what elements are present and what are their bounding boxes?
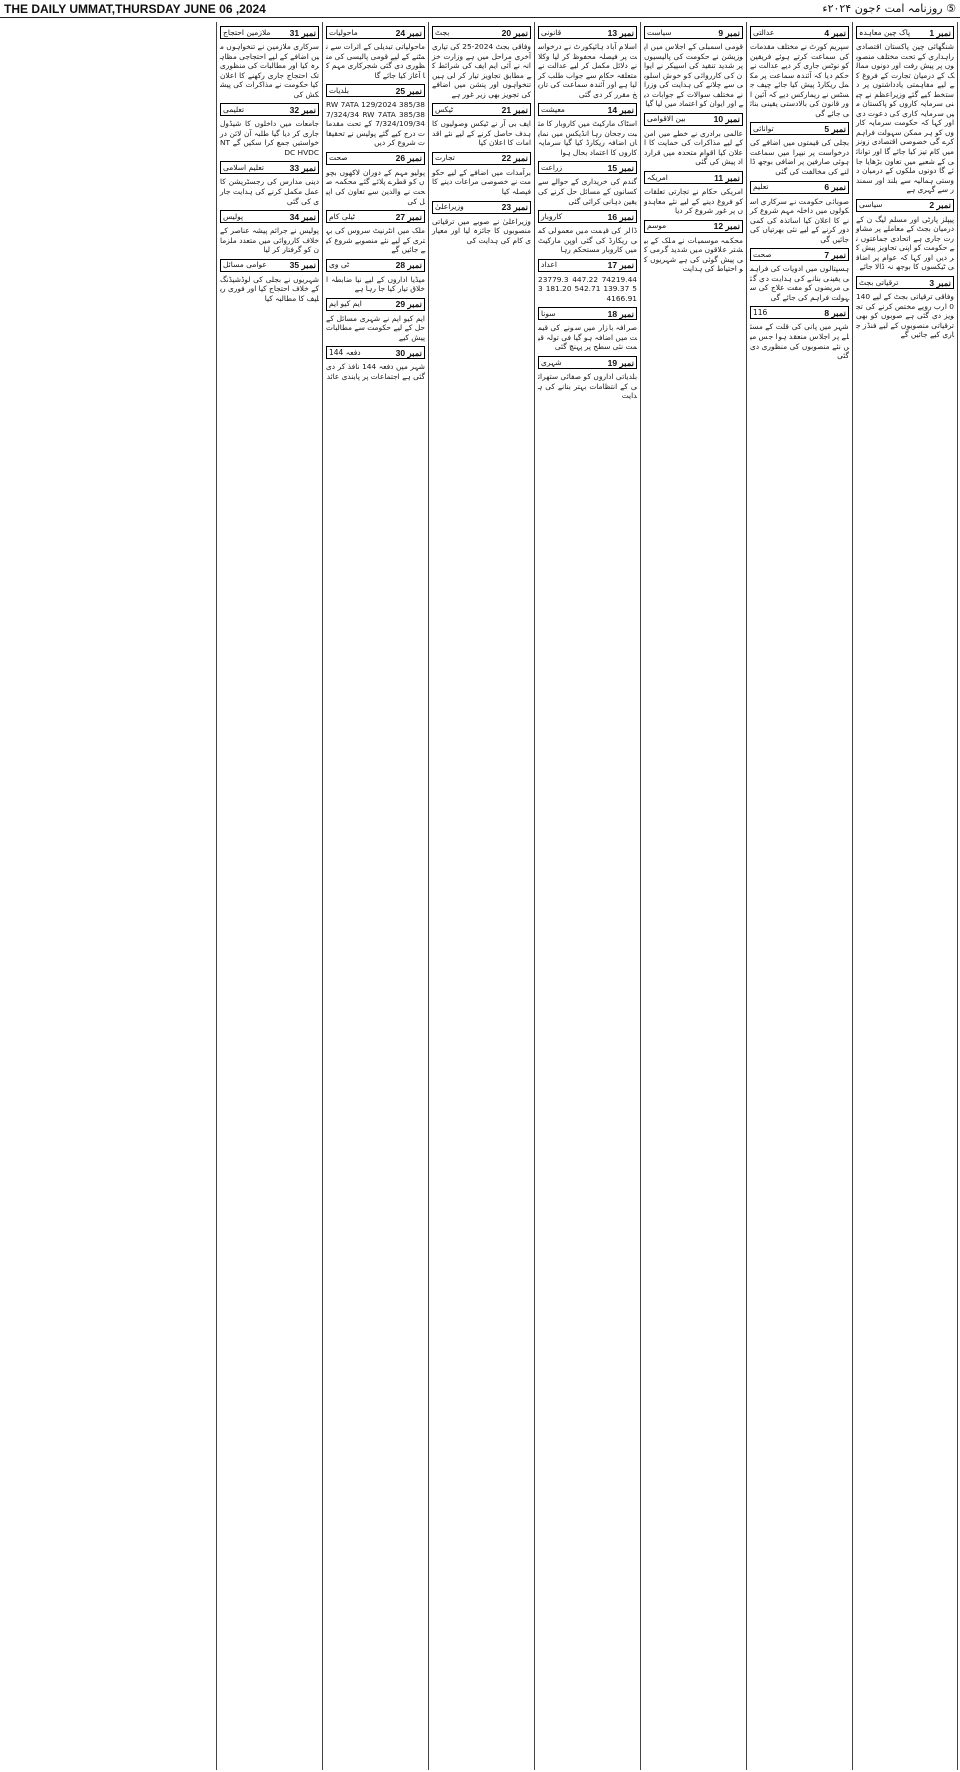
item-body-text: سرکاری ملازمین نے تنخواہوں میں اضافے کے لیے احتجاجی مظاہرہ کیا اور مطالبات کی منظوری تک احتجاج جاری رکھنے کا اعلان کیا حکومت نے مذاکرات کی پیشکش کی [220, 42, 319, 99]
item-body-text: پولیو مہم کے دوران لاکھوں بچوں کو قطرے پلائے گئے محکمہ صحت نے والدین سے تعاون کی اپیل کی [326, 167, 425, 206]
masthead-english: THE DAILY UMMAT,THURSDAY JUNE 06 ,2024 [4, 1, 266, 16]
item-header [644, 113, 743, 126]
item-category: ٹیکس [435, 104, 454, 114]
item-header [220, 26, 319, 39]
item-category: کاروبار [541, 211, 563, 221]
item-number: نمبر 8 [824, 307, 846, 318]
item-number: نمبر 29 [395, 299, 422, 310]
item-number: نمبر 26 [395, 153, 422, 164]
item-header [644, 220, 743, 233]
item-body-text: RW 7ATA 129/2024 385/387/324/34 RW 7ATA 385/387/324/109/34 کے تحت مقدمات درج کیے گئے پولیس نے تحقیقات شروع کر دیں [326, 100, 425, 148]
item-category: ایم کیو ایم [329, 299, 362, 309]
item-body-text: بجلی کی قیمتوں میں اضافے کی درخواست پر نیپرا میں سماعت ہوئی صارفین پر اضافی بوجھ ڈالنے کی مخالفت کی گئی [750, 138, 849, 177]
item-header [750, 122, 849, 135]
item-category: توانائی [753, 123, 774, 133]
item-number: نمبر 4 [824, 27, 846, 38]
item-number: نمبر 23 [501, 202, 528, 213]
item-header [220, 259, 319, 272]
item-header [538, 26, 637, 39]
item-body-text: صوبائی حکومت نے سرکاری اسکولوں میں داخلہ مہم شروع کرنے کا اعلان کیا اساتذہ کی کمی دور کرنے کے لیے نئی بھرتیاں کی جائیں گی [750, 196, 849, 244]
item-body-text: بلدیاتی اداروں کو صفائی ستھرائی کے انتظامات بہتر بنانے کی ہدایت [538, 372, 637, 401]
item-body-text: شہریوں نے بجلی کی لوڈشیڈنگ کے خلاف احتجاج کیا اور فوری ریلیف کا مطالبہ کیا [220, 274, 319, 303]
item-number: نمبر 20 [501, 27, 528, 38]
item-number: نمبر 16 [607, 211, 634, 222]
item-header [432, 26, 531, 39]
item-header [856, 199, 954, 212]
item-number: نمبر 18 [607, 308, 634, 319]
item-category: تجارت [435, 153, 455, 163]
item-category: سیاست [647, 27, 672, 37]
item-body-text: برآمدات میں اضافے کے لیے حکومت نے خصوصی مراعات دینے کا فیصلہ کیا [432, 167, 531, 197]
item-number: نمبر 21 [501, 104, 528, 115]
masthead-urdu [822, 2, 956, 15]
item-header [750, 248, 849, 261]
item-header [432, 152, 531, 165]
item-body-text: دینی مدارس کی رجسٹریشن کا عمل مکمل کرنے کی ہدایت جاری کی گئی [220, 177, 319, 206]
item-header [538, 210, 637, 223]
item-category: امریکہ [647, 172, 668, 182]
item-number: نمبر 24 [395, 27, 422, 38]
item-body-text: اسلام آباد ہائیکورٹ نے درخواست پر فیصلہ محفوظ کر لیا وکلا نے دلائل مکمل کر لیے عدالت نے متعلقہ حکام سے جواب طلب کر لیا ہے اور آئندہ سماعت کی تاریخ مقرر کر دی گئی [538, 42, 637, 99]
item-header [220, 103, 319, 116]
item-category: وزیراعلیٰ [435, 202, 464, 212]
item-header [326, 84, 425, 97]
news-column [428, 22, 534, 1770]
item-body-text: ماحولیاتی تبدیلی کے اثرات سے نمٹنے کے لیے قومی پالیسی کی منظوری دی گئی شجرکاری مہم کا آغاز کیا جائے گا [326, 42, 425, 80]
item-number: نمبر 35 [289, 260, 316, 271]
item-number: نمبر 6 [824, 182, 846, 193]
news-column [746, 22, 852, 1770]
item-body-text: اسٹاک مارکیٹ میں کاروبار کا مثبت رجحان رہا انڈیکس میں نمایاں اضافہ ریکارڈ کیا گیا سرمایہ کاروں کا اعتماد بحال ہوا [538, 119, 637, 157]
item-category: پولیس [223, 211, 244, 221]
item-header [644, 26, 743, 39]
item-header [326, 346, 425, 359]
item-category: عوامی مسائل [223, 260, 267, 270]
item-body-text: وزیراعلیٰ نے صوبے میں ترقیاتی منصوبوں کا جائزہ لیا اور معیاری کام کی ہدایت کی [432, 216, 531, 245]
item-number: نمبر 34 [289, 211, 316, 222]
item-header [432, 103, 531, 116]
item-body-text: عالمی برادری نے خطے میں امن کے لیے مذاکرات کی حمایت کا اعلان کیا اقوام متحدہ میں قرارداد پیش کی گئی [644, 128, 743, 167]
news-column [322, 22, 428, 1770]
news-column [640, 22, 746, 1770]
item-header [538, 103, 637, 116]
item-number: نمبر 1 [929, 27, 951, 38]
item-number: نمبر 30 [395, 347, 422, 358]
item-body-text: میڈیا اداروں کے لیے نیا ضابطہ اخلاق تیار کیا جا رہا ہے [326, 274, 425, 294]
item-number: نمبر 12 [713, 221, 740, 232]
item-body-text: 74219.44 447.22 23779.35 139.37 542.71 181.20 34166.91 [538, 274, 637, 303]
item-category: بجٹ [435, 27, 450, 37]
item-header [220, 161, 319, 174]
item-category: بلدیات [329, 85, 349, 95]
item-number: نمبر 11 [714, 172, 740, 183]
item-header [326, 152, 425, 165]
item-number: نمبر 28 [395, 260, 422, 271]
item-header [326, 210, 425, 223]
item-category: سیاسی [859, 200, 883, 210]
item-number: نمبر 13 [607, 27, 634, 38]
item-category: سونا [541, 308, 556, 318]
item-category: تعلیمی [223, 104, 245, 114]
item-header [538, 356, 637, 369]
item-body-text: وفاقی ترقیاتی بجٹ کے لیے 1400 ارب روپے مختص کرنے کی تجویز دی گئی ہے صوبوں کو بھی ترقیاتی منصوبوں کے لیے فنڈز جاری کیے جائیں گے [855, 292, 954, 340]
item-number: نمبر 10 [713, 114, 740, 125]
item-body-text: شہر میں دفعہ 144 نافذ کر دی گئی ہے اجتماعات پر پابندی عائد [326, 362, 425, 382]
item-category: زراعت [541, 162, 563, 172]
item-body-text: امریکی حکام نے تجارتی تعلقات کو فروغ دینے کے لیے نئے معاہدوں پر غور شروع کر دیا [644, 187, 743, 216]
item-body-text: محکمہ موسمیات نے ملک کے بیشتر علاقوں میں شدید گرمی کی پیش گوئی کی ہے شہریوں کو احتیاط کی ہدایت [644, 235, 743, 274]
item-number: نمبر 14 [607, 104, 634, 115]
item-header [432, 201, 531, 214]
item-body-text: ایم کیو ایم نے شہری مسائل کے حل کے لیے حکومت سے مطالبات پیش کیے [326, 313, 425, 342]
item-number: نمبر 17 [607, 260, 634, 271]
item-header [538, 161, 637, 174]
item-body-text: گندم کی خریداری کے حوالے سے کسانوں کے مسائل حل کرنے کی یقین دہانی کرائی گئی [538, 177, 637, 206]
item-header [538, 307, 637, 320]
item-category: صحت [329, 153, 348, 163]
item-category: 116 [753, 307, 768, 317]
item-category: موسم [647, 221, 667, 231]
item-body-text: شنگھائی چین پاکستان اقتصادی راہداری کے تحت مختلف منصوبوں پر پیش رفت اور دونوں ممالک کے درمیان تجارت کے فروغ کے لیے مفاہمتی یادداشتوں پر دستخط کیے گئے وزیراعظم نے چینی سرمایہ کاروں کو پاکستان میں سرمایہ کاری کی دعوت دی اور کہا کہ حکومت سرمایہ کاروں کو ہر ممکن سہولت فراہم کرے گی خصوصی اقتصادی زونز میں کام تیز کیا جائے گا اور توانائی کے شعبے میں تعاون بڑھایا جائے گا دونوں ملکوں کے درمیان دوستی ہمالیہ سے بلند اور سمندر سے گہری ہے [856, 42, 954, 195]
item-body-text: صرافہ بازار میں سونے کی قیمت میں اضافہ ہو گیا فی تولہ قیمت نئی سطح پر پہنچ گئی [538, 323, 637, 352]
item-body-text: سپریم کورٹ نے مختلف مقدمات کی سماعت کرتے ہوئے فریقین کو نوٹس جاری کر دیے عدالت نے حکم دیا کہ آئندہ سماعت پر مکمل ریکارڈ پیش کیا جائے چیف جسٹس نے ریمارکس دیے کہ آئین اور قانون کی بالادستی یقینی بنائی جائے گی [750, 42, 849, 118]
item-category: قانونی [541, 27, 562, 37]
item-number: نمبر 15 [607, 162, 634, 173]
masthead [0, 0, 960, 18]
item-category: ترقیاتی بجٹ [859, 277, 899, 287]
item-category: تعلیم [753, 182, 769, 192]
item-number: نمبر 25 [395, 85, 422, 96]
item-header [538, 259, 637, 272]
item-number: نمبر 5 [824, 123, 846, 134]
news-columns [2, 22, 958, 1770]
item-category: ٹی وی [329, 260, 350, 270]
item-body-text: ملک میں انٹرنیٹ سروس کی بہتری کے لیے نئے منصوبے شروع کیے جائیں گے [326, 226, 425, 255]
item-body-text: شہر میں پانی کی قلت کے مسئلے پر اجلاس منعقد ہوا جس میں نئے منصوبوں کی منظوری دی گئی [750, 322, 849, 361]
item-body-text: ایف بی آر نے ٹیکس وصولیوں کا ہدف حاصل کرنے کے لیے نئے اقدامات کا اعلان کیا [432, 119, 531, 148]
item-number: نمبر 9 [718, 27, 740, 38]
item-number: نمبر 32 [289, 104, 316, 115]
item-header [856, 26, 954, 39]
item-header [644, 171, 743, 184]
item-category: پاک چین معاہدہ [859, 27, 911, 37]
item-body-text: وفاقی بجٹ 2024-25 کی تیاری آخری مراحل میں ہے وزارت خزانہ نے آئی ایم ایف کی شرائط کے مطابق تجاویز تیار کر لی ہیں تنخواہوں اور پنشن میں اضافے کی تجویز بھی زیر غور ہے [431, 42, 531, 99]
item-body-text: پیپلز پارٹی اور مسلم لیگ ن کے درمیان بجٹ کے معاملے پر مشاورت جاری ہے اتحادی جماعتوں نے حکومت کو اپنی تجاویز پیش کر دیں اور کہا کہ عوام پر اضافی ٹیکسوں کا بوجھ نہ ڈالا جائے [856, 214, 954, 272]
news-column [852, 22, 958, 1770]
item-number: نمبر 19 [607, 357, 634, 368]
item-category: معیشت [541, 104, 565, 114]
page-number: ⑤ [946, 2, 956, 15]
item-body-text: جامعات میں داخلوں کا شیڈول جاری کر دیا گیا طلبہ آن لائن درخواستیں جمع کرا سکیں گے NTDC HVDC [220, 119, 319, 157]
news-column [534, 22, 640, 1770]
item-number: نمبر 22 [501, 153, 528, 164]
news-column [216, 22, 322, 1770]
item-body-text: ہسپتالوں میں ادویات کی فراہمی یقینی بنانے کی ہدایت دی گئی مریضوں کو مفت علاج کی سہولت فراہم کی جائے گی [750, 264, 849, 302]
item-number: نمبر 3 [929, 277, 951, 288]
item-header [750, 306, 849, 319]
masthead-urdu-date: روزنامہ امت ۶جون ۲۰۲۴ء [822, 2, 943, 15]
item-header [326, 259, 425, 272]
item-header [220, 210, 319, 223]
item-header [326, 298, 425, 311]
item-header [326, 26, 425, 39]
item-header [856, 276, 954, 289]
item-number: نمبر 31 [289, 27, 316, 38]
item-header [750, 26, 849, 39]
item-category: تعلیم اسلامی [223, 162, 264, 172]
item-category: ملازمین احتجاج [223, 27, 271, 37]
item-category: ماحولیات [329, 27, 358, 37]
item-category: صحت [753, 249, 772, 259]
item-body-text: ڈالر کی قیمت میں معمولی کمی ریکارڈ کی گئی اوپن مارکیٹ میں کاروبار مستحکم رہا [538, 226, 637, 255]
item-header [750, 181, 849, 194]
item-category: عدالتی [753, 27, 775, 37]
item-number: نمبر 27 [395, 211, 422, 222]
item-body-text: پولیس نے جرائم پیشہ عناصر کے خلاف کارروائی میں متعدد ملزمان کو گرفتار کر لیا [220, 226, 319, 255]
item-category: اعداد [541, 260, 557, 270]
item-number: نمبر 7 [824, 249, 846, 260]
item-category: بین الاقوامی [647, 114, 686, 124]
item-body-text: قومی اسمبلی کے اجلاس میں اپوزیشن نے حکومت کی پالیسیوں پر شدید تنقید کی اسپیکر نے ایوان کی کارروائی کو خوش اسلوبی سے چلانے کی ہدایت کی وزرا نے مختلف سوالات کے جوابات دیے اور ایوان کو اعتماد میں لیا گیا [644, 42, 743, 109]
item-number: نمبر 33 [289, 162, 316, 173]
item-category: ٹیلی کام [329, 211, 355, 221]
item-category: دفعہ 144 [329, 347, 361, 357]
item-number: نمبر 2 [929, 200, 951, 211]
item-category: شہری [541, 357, 562, 367]
